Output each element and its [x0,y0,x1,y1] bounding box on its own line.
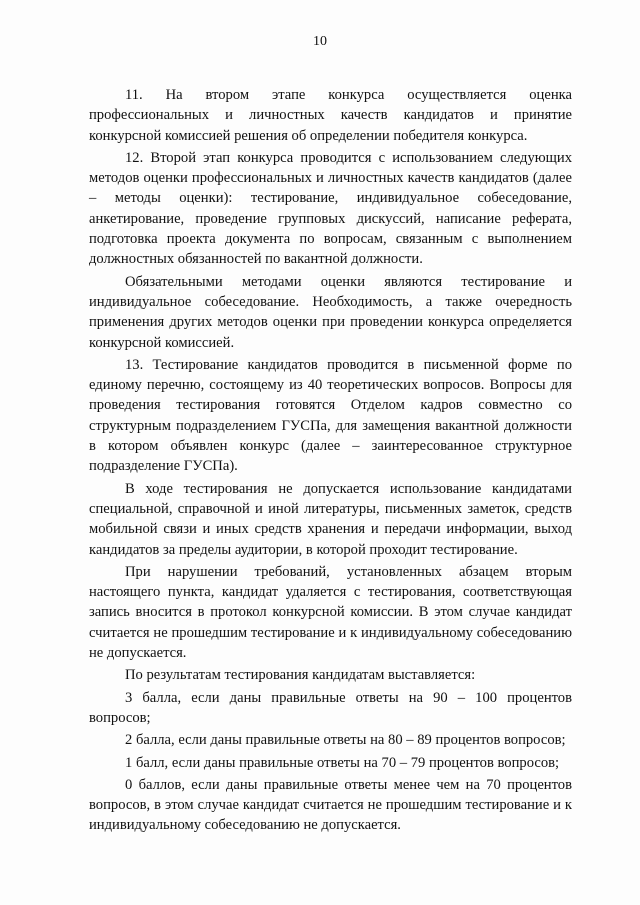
paragraph-13-violations: При нарушении требований, установленных абзацем вторым настоящего пункта, кандидат удаляется с тестирования, соответствующая запись вносится в протокол конкурсной комиссии. В этом случае кандидат считается не прошедшим тестирование и к индивидуальному собеседованию не допускается. [89,563,572,662]
score-item-3: 3 балла, если даны правильные ответы на 90 – 100 процентов вопросов; [89,689,572,726]
paragraph-11: 11. На втором этапе конкурса осуществляется оценка профессиональных и личностных качеств кандидатов и принятие конкурсной комиссией решения об определении победителя конкурса. [89,87,572,144]
paragraph-12-mandatory-methods: Обязательными методами оценки являются тестирование и индивидуальное собеседование. Необходимость, а также очередность применения других методов оценки при проведении конкурса определяется конкурсной комиссией. [89,273,572,351]
score-item-2: 2 балла, если даны правильные ответы на 80 – 89 процентов вопросов; [125,732,566,749]
paragraph-13: 13. Тестирование кандидатов проводится в письменной форме по единому перечню, состоящему из 40 теоретических вопросов. Вопросы для проведения тестирования готовятся Отделом кадров совместно со структурным подразделением ГУСПа, для замещения вакантной должности в котором объявлен конкурс (далее – заинтересованное структурное подразделение ГУСПа). [89,356,572,475]
paragraph-13-restrictions: В ходе тестирования не допускается использование кандидатами специальной, справочной и иной литературы, письменных заметок, средств мобильной связи и иных средств хранения и передачи информации, выход кандидатов за пределы аудитории, в которой проходит тестирование. [89,480,572,558]
score-item-0: 0 баллов, если даны правильные ответы менее чем на 70 процентов вопросов, в этом случае кандидат считается не прошедшим тестирование и к индивидуальному собеседованию не допускается. [89,776,572,834]
page-number: 10 [313,34,327,49]
score-item-1: 1 балл, если даны правильные ответы на 70 – 79 процентов вопросов; [125,754,560,771]
paragraph-13-scoring-intro: По результатам тестирования кандидатам выставляется: [125,667,476,684]
document-body [89,85,572,838]
paragraph-12: 12. Второй этап конкурса проводится с использованием следующих методов оценки профессиональных и личностных качеств кандидатов (далее – методы оценки): тестирование, индивидуальное собеседование, анкетирование, проведение групповых дискуссий, написание реферата, подготовка проекта документа по вопросам, связанным с выполнением должностных обязанностей по вакантной должности. [89,149,572,268]
